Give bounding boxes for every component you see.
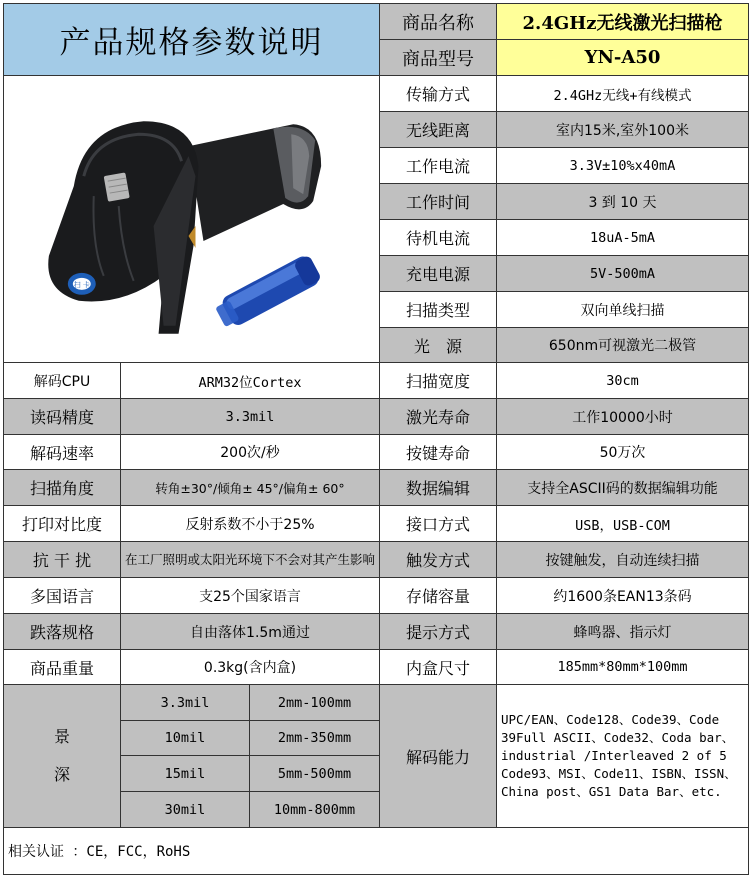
model-label: 商品型号 xyxy=(380,40,497,76)
depth-mil-2: 10mil xyxy=(121,721,250,756)
depth-range-4: 10mm-800mm xyxy=(250,792,380,828)
spec-value-scan-angle: 转角±30°/倾角± 45°/偏角± 60° xyxy=(121,470,380,506)
spec-label-light-source: 光 源 xyxy=(380,328,497,363)
spec-value-anti-interference: 在工厂照明或太阳光环境下不会对其产生影响 xyxy=(121,542,380,578)
product-name-label: 商品名称 xyxy=(380,4,497,40)
barcode-scanner-image xyxy=(4,76,379,363)
spec-label-drop-spec: 跌落规格 xyxy=(4,614,121,650)
depth-range-2: 2mm-350mm xyxy=(250,721,380,756)
depth-mil-3: 15mil xyxy=(121,756,250,792)
spec-label-scan-angle: 扫描角度 xyxy=(4,470,121,506)
spec-value-scan-type: 双向单线扫描 xyxy=(497,292,749,328)
spec-value-transmission: 2.4GHz无线+有线模式 xyxy=(497,76,749,112)
spec-label-wireless-distance: 无线距离 xyxy=(380,112,497,148)
depth-mil-4: 30mil xyxy=(121,792,250,828)
spec-value-decode-cpu: ARM32位Cortex xyxy=(121,363,380,399)
spec-label-button-life: 按键寿命 xyxy=(380,435,497,470)
depth-label-top: 景 xyxy=(53,727,70,746)
spec-label-print-contrast: 打印对比度 xyxy=(4,506,121,542)
page-title: 产品规格参数说明 xyxy=(4,4,380,76)
spec-value-interface: USB，USB-COM xyxy=(497,506,749,542)
spec-value-button-life: 50万次 xyxy=(497,435,749,470)
decode-capability-value: UPC/EAN、Code128、Code39、Code 39Full ASCII、Code32、Coda bar、 industrial /Interleaved 2 of 5 Code93、MSI、Code11、ISBN、ISSN、 China post、GS1 Data Bar、etc. xyxy=(497,685,749,828)
spec-label-decode-cpu: 解码CPU xyxy=(4,363,121,399)
spec-value-print-contrast: 反射系数不小于25% xyxy=(121,506,380,542)
spec-label-working-current: 工作电流 xyxy=(380,148,497,184)
spec-label-box-size: 内盒尺寸 xyxy=(380,650,497,685)
depth-label-bottom: 深 xyxy=(53,765,70,784)
spec-value-laser-life: 工作10000小时 xyxy=(497,399,749,435)
spec-value-data-editing: 支持全ASCII码的数据编辑功能 xyxy=(497,470,749,506)
spec-label-scan-width: 扫描宽度 xyxy=(380,363,497,399)
spec-label-trigger: 触发方式 xyxy=(380,542,497,578)
spec-value-prompt: 蜂鸣器、指示灯 xyxy=(497,614,749,650)
product-image xyxy=(4,76,380,363)
spec-value-working-time: 3 到 10 天 xyxy=(497,184,749,220)
spec-label-storage: 存储容量 xyxy=(380,578,497,614)
spec-value-trigger: 按键触发，自动连续扫描 xyxy=(497,542,749,578)
spec-label-laser-life: 激光寿命 xyxy=(380,399,497,435)
certification-row xyxy=(4,828,749,875)
depth-range-3: 5mm-500mm xyxy=(250,756,380,792)
spec-value-weight: 0.3kg(含内盒) xyxy=(121,650,380,685)
spec-value-wireless-distance: 室内15米,室外100米 xyxy=(497,112,749,148)
spec-label-read-precision: 读码精度 xyxy=(4,399,121,435)
spec-value-scan-width: 30cm xyxy=(497,363,749,399)
spec-label-data-editing: 数据编辑 xyxy=(380,470,497,506)
spec-label-weight: 商品重量 xyxy=(4,650,121,685)
spec-label-working-time: 工作时间 xyxy=(380,184,497,220)
spec-value-read-precision: 3.3mil xyxy=(121,399,380,435)
certification-text: 相关认证 ：CE，FCC，RoHS xyxy=(8,844,191,860)
spec-value-box-size: 185mm*80mm*100mm xyxy=(497,650,749,685)
spec-label-decode-speed: 解码速率 xyxy=(4,435,121,470)
spec-label-languages: 多国语言 xyxy=(4,578,121,614)
depth-range-1: 2mm-100mm xyxy=(250,685,380,721)
spec-label-prompt: 提示方式 xyxy=(380,614,497,650)
depth-of-field-label xyxy=(4,685,121,828)
model-value: YN-A50 xyxy=(497,40,749,76)
logo-text: 扫 卡 xyxy=(73,280,90,289)
spec-value-storage: 约1600条EAN13条码 xyxy=(497,578,749,614)
product-name-value: 2.4GHz无线激光扫描枪 xyxy=(497,4,749,40)
spec-value-charging-power: 5V-500mA xyxy=(497,256,749,292)
spec-value-light-source: 650nm可视激光二极管 xyxy=(497,328,749,363)
spec-label-interface: 接口方式 xyxy=(380,506,497,542)
depth-mil-1: 3.3mil xyxy=(121,685,250,721)
spec-label-scan-type: 扫描类型 xyxy=(380,292,497,328)
spec-value-languages: 支25个国家语言 xyxy=(121,578,380,614)
spec-value-drop-spec: 自由落体1.5m通过 xyxy=(121,614,380,650)
spec-label-anti-interference: 抗 干 扰 xyxy=(4,542,121,578)
spec-label-charging-power: 充电电源 xyxy=(380,256,497,292)
spec-value-working-current: 3.3V±10%x40mA xyxy=(497,148,749,184)
spec-label-standby-current: 待机电流 xyxy=(380,220,497,256)
decode-capability-label: 解码能力 xyxy=(380,685,497,828)
spec-value-decode-speed: 200次/秒 xyxy=(121,435,380,470)
spec-value-standby-current: 18uA-5mA xyxy=(497,220,749,256)
spec-label-transmission: 传输方式 xyxy=(380,76,497,112)
